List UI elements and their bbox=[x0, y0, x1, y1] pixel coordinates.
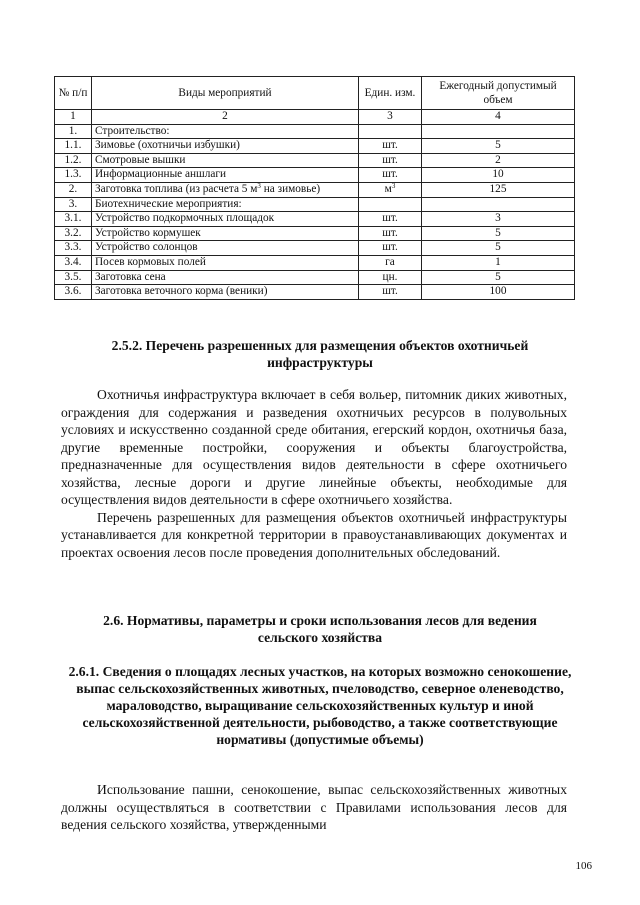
row-name: Смотровые вышки bbox=[92, 153, 359, 168]
row-volume: 5 bbox=[422, 270, 575, 285]
row-num: 1.2. bbox=[55, 153, 92, 168]
row-num: 3.1. bbox=[55, 212, 92, 227]
row-unit: га bbox=[359, 255, 422, 270]
row-name: Посев кормовых полей bbox=[92, 255, 359, 270]
row-name: Строительство: bbox=[92, 124, 359, 139]
row-name: Заготовка сена bbox=[92, 270, 359, 285]
row-name bbox=[92, 182, 359, 197]
page-number: 106 bbox=[575, 860, 592, 872]
row-volume: 10 bbox=[422, 168, 575, 183]
section-heading-2-5-2: 2.5.2. Перечень разрешенных для размещения объектов охотничьей инфраструктуры bbox=[111, 338, 529, 370]
header-name: Виды мероприятий bbox=[92, 77, 359, 110]
row-volume bbox=[422, 197, 575, 212]
paragraph: Перечень разрешенных для размещения объектов охотничьей инфраструктуры устанавливается для конкретной территории в правоустанавливающих документах и проектах освоения лесов после проведения дополнительных обследований. bbox=[61, 509, 567, 560]
table-row bbox=[55, 285, 575, 300]
superscript: 3 bbox=[391, 181, 396, 190]
table-header-row bbox=[55, 77, 575, 110]
table-row bbox=[55, 124, 575, 139]
row-num: 3.4. bbox=[55, 255, 92, 270]
index-cell: 3 bbox=[359, 110, 422, 125]
row-name: Биотехнические мероприятия: bbox=[92, 197, 359, 212]
row-unit: шт. bbox=[359, 139, 422, 154]
section-heading-2-6-1: 2.6.1. Сведения о площадях лесных участков, на которых возможно сенокошение, выпас сельскохозяйственных животных, пчеловодство, северное оленеводство, мараловодство, выращивание сельскохозяйственных культур и иной сельскохозяйственной деятельности, рыбоводство, а также соответствующие нормативы (допустимые объемы) bbox=[68, 664, 572, 747]
section-2-6-1-body bbox=[61, 781, 567, 834]
table-index-row bbox=[55, 110, 575, 125]
row-unit: шт. bbox=[359, 168, 422, 183]
row-name-tail: на зимовье) bbox=[260, 182, 321, 195]
table-row bbox=[55, 212, 575, 227]
row-unit: цн. bbox=[359, 270, 422, 285]
row-unit: шт. bbox=[359, 226, 422, 241]
row-name: Устройство подкормочных площадок bbox=[92, 212, 359, 227]
row-unit: шт. bbox=[359, 285, 422, 300]
paragraph: Использование пашни, сенокошение, выпас сельскохозяйственных животных должны осуществляться в соответствии с Правилами использования лесов для ведения сельского хозяйства, утвержденными bbox=[61, 782, 567, 832]
row-unit: шт. bbox=[359, 212, 422, 227]
table-row bbox=[55, 168, 575, 183]
table-row bbox=[55, 241, 575, 256]
table-row bbox=[55, 182, 575, 197]
row-unit: шт. bbox=[359, 153, 422, 168]
index-cell: 4 bbox=[422, 110, 575, 125]
row-unit bbox=[359, 197, 422, 212]
row-num: 3.3. bbox=[55, 241, 92, 256]
table-row bbox=[55, 255, 575, 270]
row-num: 1.3. bbox=[55, 168, 92, 183]
row-num: 3. bbox=[55, 197, 92, 212]
section-2-5-2-body bbox=[61, 386, 567, 561]
row-unit bbox=[359, 182, 422, 197]
activities-table bbox=[54, 76, 575, 300]
paragraph: Охотничья инфраструктура включает в себя вольер, питомник диких животных, ограждения для содержания и разведения охотничьих ресурсов в полувольных условиях и искусственно созданной среде обитания, егерский кордон, охотничья база, другие временные постройки, сооружения и объекты благоустройства, предназначенные для осуществления видов деятельности в сфере охотничьего хозяйства, лесные дороги и другие линейные объекты, необходимые для осуществления видов деятельности в сфере охотничьего хозяйства. bbox=[61, 387, 567, 507]
row-volume bbox=[422, 124, 575, 139]
row-volume: 100 bbox=[422, 285, 575, 300]
row-name: Заготовка веточного корма (веники) bbox=[92, 285, 359, 300]
row-volume: 2 bbox=[422, 153, 575, 168]
table-row bbox=[55, 139, 575, 154]
row-volume: 5 bbox=[422, 226, 575, 241]
row-volume: 5 bbox=[422, 241, 575, 256]
row-num: 1.1. bbox=[55, 139, 92, 154]
section-heading-2-6: 2.6. Нормативы, параметры и сроки использования лесов для ведения сельского хозяйства bbox=[103, 613, 537, 645]
row-volume: 125 bbox=[422, 182, 575, 197]
row-name: Зимовье (охотничьи избушки) bbox=[92, 139, 359, 154]
index-cell: 1 bbox=[55, 110, 92, 125]
header-volume: Ежегодный допустимый объем bbox=[422, 77, 575, 110]
unit-text: м bbox=[384, 182, 392, 195]
row-name-text: Заготовка топлива (из расчета 5 м bbox=[95, 182, 258, 195]
table-row bbox=[55, 270, 575, 285]
row-name: Устройство кормушек bbox=[92, 226, 359, 241]
row-name: Устройство солонцов bbox=[92, 241, 359, 256]
row-volume: 3 bbox=[422, 212, 575, 227]
header-unit: Един. изм. bbox=[359, 77, 422, 110]
row-num: 3.6. bbox=[55, 285, 92, 300]
row-num: 3.2. bbox=[55, 226, 92, 241]
table-row bbox=[55, 226, 575, 241]
row-volume: 5 bbox=[422, 139, 575, 154]
row-name: Информационные аншлаги bbox=[92, 168, 359, 183]
header-num: № п/п bbox=[55, 77, 92, 110]
row-num: 2. bbox=[55, 182, 92, 197]
table-row bbox=[55, 153, 575, 168]
row-num: 3.5. bbox=[55, 270, 92, 285]
row-unit: шт. bbox=[359, 241, 422, 256]
index-cell: 2 bbox=[92, 110, 359, 125]
table-row bbox=[55, 197, 575, 212]
row-unit bbox=[359, 124, 422, 139]
row-volume: 1 bbox=[422, 255, 575, 270]
row-num: 1. bbox=[55, 124, 92, 139]
superscript: 3 bbox=[257, 181, 261, 190]
